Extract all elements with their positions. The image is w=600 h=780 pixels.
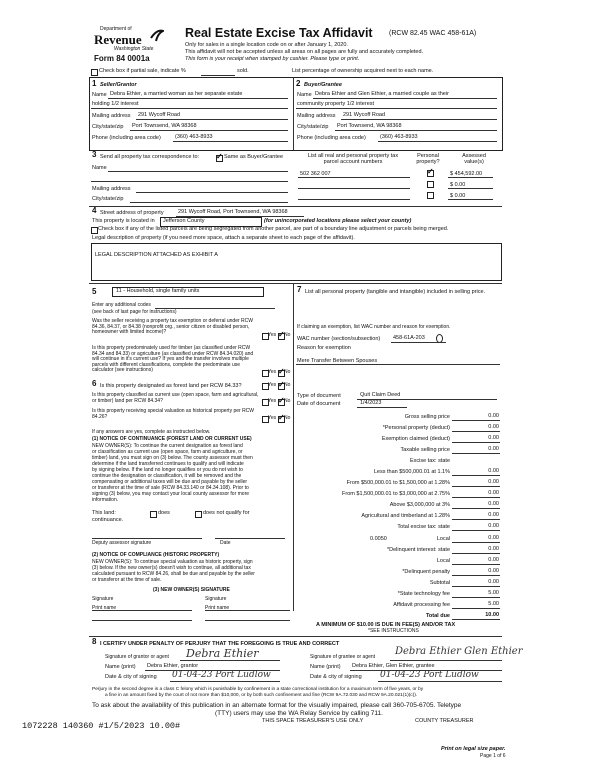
does-not-label: does not qualify for: [203, 510, 250, 516]
calc-line: [452, 508, 500, 509]
logo-swoosh-icon: [150, 29, 164, 43]
dept-line1: Department of: [100, 26, 132, 32]
calc-line: [452, 442, 500, 443]
grantee-signature[interactable]: Debra Ethier Glen Ethier: [395, 646, 523, 657]
notice1-line: or classification as current use (open space, farm and agriculture, or: [92, 449, 243, 455]
calc-label: Total excise tax: state: [397, 524, 450, 530]
segregated-checkbox[interactable]: [91, 227, 98, 234]
seller-mailing-line: [136, 119, 288, 120]
dept-line3: Washington State: [114, 46, 154, 52]
legal-description-field[interactable]: [91, 243, 502, 281]
section3-name-label: Name: [92, 165, 107, 171]
street-value[interactable]: 291 Wycoff Road, Port Townsend, WA 98368: [178, 209, 288, 215]
calc-value[interactable]: 0.00: [488, 579, 499, 585]
calc-label: Less than $500,000.01 at 1.1%: [373, 469, 450, 475]
land-use-value: 11 - Household, single family units: [116, 288, 200, 294]
parcel-line-3: [298, 199, 410, 200]
buyer-heading-num: 2: [296, 79, 301, 88]
historic-no-label: No: [284, 415, 291, 421]
legal-description-value: LEGAL DESCRIPTION ATTACHED AS EXHIBIT A: [95, 252, 218, 258]
calc-value[interactable]: 5.00: [488, 601, 499, 607]
signature-label-2: Signature: [205, 596, 227, 602]
seller-name-line2: [91, 108, 288, 109]
timber-no-label: No: [284, 369, 291, 375]
calc-label: Subtotal: [429, 580, 450, 586]
county-select-value: Jefferson County: [163, 218, 205, 224]
seller-phone-line: [173, 141, 288, 142]
header-note3: This form is your receipt when stamped by cashier. Please type or print.: [185, 56, 360, 62]
if-any-yes: If any answers are yes, complete as instructed below.: [92, 429, 211, 435]
same-as-buyer-checkbox[interactable]: [216, 155, 223, 162]
buyer-phone-label: Phone (including area code): [297, 135, 366, 141]
seller-mailing-label: Mailing address: [92, 113, 131, 119]
print-name-label-2: Print name: [205, 605, 230, 611]
parcel-number-1[interactable]: 502 362 007: [300, 171, 331, 177]
county-treasurer-label: COUNTY TREASURER: [415, 718, 474, 724]
additional-codes-label: Enter any additional codes: [92, 302, 151, 308]
grantee-sig-line: [390, 660, 502, 661]
notice2-title: (2) NOTICE OF COMPLIANCE (HISTORIC PROPERTY): [92, 552, 220, 558]
partial-percent-field[interactable]: [201, 75, 235, 76]
historic-yes-label: Yes: [268, 415, 277, 421]
buyer-mailing-value[interactable]: 291 Wycoff Road: [343, 112, 386, 118]
continuance-label: continuance.: [92, 517, 124, 523]
current-use-question: Is this property classified as current use (open space, farm and agricultural, or timber) land per RCW 84.34?: [92, 392, 259, 404]
notice1-title: (1) NOTICE OF CONTINUANCE (FOREST LAND OR CURRENT USE): [92, 436, 252, 442]
grantee-name-value[interactable]: Debra Ethier, Glen Ethier, grantee: [352, 663, 435, 669]
calc-value[interactable]: 0.00: [488, 424, 499, 430]
section4-top-rule: [89, 206, 502, 207]
calc-label: *Personal property (deduct): [382, 425, 450, 431]
unincorporated-note: (for unincorporated locations please select your county): [264, 218, 412, 224]
calc-label: *Delinquent interest: state: [387, 547, 450, 553]
doc-type-label: Type of document: [297, 393, 341, 399]
buyer-mailing-label: Mailing address: [297, 113, 336, 119]
section7-label: List all personal property (tangible and intangible) included in selling price.: [305, 289, 486, 295]
calc-value[interactable]: 0.00: [488, 557, 499, 563]
dor-logo: [92, 27, 172, 67]
calc-value[interactable]: 5.00: [488, 590, 499, 596]
section5-top-rule: [89, 283, 502, 284]
seller-city-line: [130, 130, 288, 131]
notice1-line: or transferor at the time of sale (RCW 84.33.140 or 84.34.108). Prior to: [92, 485, 249, 491]
calc-line: [452, 619, 500, 620]
same-as-buyer-label: Same as Buyer/Grantee: [224, 154, 284, 160]
reason-line: [296, 364, 500, 365]
buyer-name-label: Name: [297, 92, 312, 98]
seller-phone-label: Phone (including area code): [92, 135, 161, 141]
buyer-phone-value[interactable]: (360) 463-8933: [380, 134, 418, 140]
grantee-date-city[interactable]: 01-04-23 Port Ludlow: [380, 670, 479, 680]
calc-line: [452, 586, 500, 587]
this-land-label: This land:: [92, 510, 116, 516]
new-owner-print-1[interactable]: [92, 620, 192, 621]
grantor-sig-line: [180, 660, 280, 661]
reason-value[interactable]: Mere Transfer Between Spouses: [297, 358, 378, 364]
forest-no-label: No: [284, 382, 291, 388]
notice1-line: determine if the land transferred continues to qualify and will indicate: [92, 461, 244, 467]
parcel-col2-header: Personal property?: [416, 153, 440, 166]
local-rate[interactable]: 0.0050: [370, 536, 387, 542]
buyer-phone-line: [378, 141, 497, 142]
perjury-line2: a fine in an amount fixed by the court of not more than $10,000, or by both such confinement and fine (RCW 9A.72.030 and RCW 9A.20.021(1)(c)).: [105, 693, 418, 698]
section3-mailing-label: Mailing address: [92, 186, 131, 192]
personal-property-checkbox-3[interactable]: [427, 192, 434, 199]
exemption-no-label: No: [284, 332, 291, 338]
calc-line: [452, 431, 500, 432]
calc-value[interactable]: 0.00: [488, 568, 499, 574]
section3-city-field[interactable]: [130, 202, 288, 203]
notice1-line: by signing below. If the land no longer qualifies or you do not wish to: [92, 467, 243, 473]
buyer-name-value[interactable]: Debra Ethier and Glen Ethier, a married couple as their: [315, 91, 449, 97]
section3-mailing-field[interactable]: [136, 192, 288, 193]
wac-value[interactable]: 458-61A-203: [393, 335, 425, 341]
assessed-value-2[interactable]: $ 0.00: [450, 182, 466, 188]
tty-note: (TTY) users may use the WA Relay Service by calling 711.: [215, 710, 383, 717]
value-line-3: [448, 199, 493, 200]
calc-line: [452, 497, 500, 498]
seller-name-line: [108, 98, 288, 99]
exemption-yes-label: Yes: [268, 332, 277, 338]
buyer-name-line: [313, 98, 497, 99]
notice1-line: timber) land, you must sign on (3) below. The county assessor must then: [92, 455, 253, 461]
exemption-question: Was the seller receiving a property tax exemption or deferral under RCW 84.36, 84.37, or 84.38 (nonprofit org., senior citizen or disabled person, homeowner with limited income)?: [92, 318, 253, 335]
doc-type-value[interactable]: Quit Claim Deed: [360, 392, 401, 398]
seller-city-label: City/state/zip: [92, 124, 124, 130]
calc-line: [452, 608, 500, 609]
notice1-line: information.: [92, 497, 119, 503]
new-owner-signature-title: (3) NEW OWNER(S) SIGNATURE: [153, 587, 230, 593]
calc-label: Local: [436, 536, 450, 542]
header-note1: Only for sales in a single location code on or after January 1, 2020.: [185, 42, 348, 48]
calc-value[interactable]: 0.00: [488, 413, 499, 419]
section6-num: 6: [92, 379, 97, 388]
calc-line: [452, 530, 500, 531]
grantor-date-line: [170, 681, 280, 682]
calc-value[interactable]: 0.00: [488, 535, 499, 541]
buyer-city-value[interactable]: Port Townsend, WA 98368: [337, 123, 402, 129]
seller-buyer-divider: [293, 77, 294, 150]
section8-num: 8: [92, 637, 97, 646]
land-use-select[interactable]: [112, 287, 264, 297]
section4-num: 4: [92, 206, 97, 215]
segregated-label: Check box if any of the listed parcels are being segregated from another parcel, are part of a boundary line adjustment or parcels being merged.: [98, 226, 449, 232]
value-line-1: [448, 177, 493, 178]
grantee-sig-label: Signature of grantee or agent: [310, 654, 376, 660]
notice2-line: or transferor at the time of sale.: [92, 577, 162, 583]
wac-line: [391, 342, 446, 343]
availability-note: To ask about the availability of this publication in an alternate format for the visually impaired, please call 360-705-6705. Teletype: [92, 702, 462, 709]
calc-line: [452, 553, 500, 554]
deputy-date-label: Date: [220, 540, 231, 546]
deputy-signature-field[interactable]: [92, 538, 202, 539]
wac-label: WAC number (section/subsection): [297, 336, 381, 342]
legal-description-label: Legal description of property (if you need more space, attach a separate sheet to each page of the affidavit).: [92, 235, 355, 241]
grantee-name-label: Name (print): [310, 664, 341, 670]
calc-value[interactable]: 0.00: [488, 479, 499, 485]
buyer-name-value2[interactable]: community property 1/2 interest: [297, 101, 375, 107]
does-label: does: [158, 510, 170, 516]
section7-num: 7: [297, 285, 302, 294]
section3-name-field[interactable]: [108, 171, 288, 172]
current-use-yes-label: Yes: [268, 398, 277, 404]
calc-label: From $500,000.01 to $1,500,000 at 1.28%: [346, 480, 450, 486]
grantor-sig-label: Signature of grantor or agent: [105, 654, 169, 660]
calc-value[interactable]: 0.00: [488, 446, 499, 452]
seller-name-label: Name: [92, 92, 107, 98]
calc-value[interactable]: 0.00: [488, 501, 499, 507]
notice1-line: continue the designation or classification, it will be removed and the: [92, 473, 242, 479]
value-line-2: [448, 188, 493, 189]
calc-label: From $1,500,000.01 to $3,000,000 at 2.75%: [342, 491, 450, 497]
section8-top-rule: [89, 636, 502, 637]
grantor-date-label: Date & city of signing: [105, 674, 157, 680]
calc-line: [452, 453, 500, 454]
section3-label: Send all property tax correspondence to:: [100, 154, 200, 160]
calc-value[interactable]: 0.00: [488, 512, 499, 518]
timber-question: Is this property predominately used for timber (as classified under RCW 84.34 and 84.33) or agriculture (as classified under RCW 84.34.020) and will continue in it's current use? If yes and the transfer involves multiple parcels with different classifications, complete the predominate use calculator (see instructions): [92, 345, 254, 373]
buyer-name-line2: [296, 108, 497, 109]
assessed-value-1[interactable]: $ 454,592.00: [450, 171, 483, 177]
section3-city-label: City/state/zip: [92, 196, 124, 202]
seller-heading-num: 1: [92, 79, 97, 88]
does-qualify-checkbox[interactable]: [150, 511, 157, 518]
partial-sale-checkbox[interactable]: [91, 69, 98, 76]
calc-value[interactable]: 0.00: [488, 435, 499, 441]
notice2-line: (3) below. If the new owner(s) doesn't wish to continue, all additional tax: [92, 565, 251, 571]
notice1-line: NEW OWNER(S): To continue the current designation as forest land: [92, 443, 243, 449]
personal-property-checkbox-2[interactable]: [427, 181, 434, 188]
seller-name-value2[interactable]: holding 1/2 interest: [92, 101, 139, 107]
see-back-label: (see back of last page for instructions): [92, 309, 177, 315]
section3-blank-line: [91, 181, 288, 182]
perjury-line1: Perjury in the second degree is a class C felony which is punishable by confinement in a state correctional institution for a maximum term of five years, or by: [92, 687, 424, 692]
grantor-signature[interactable]: Debra Ethier: [186, 647, 259, 660]
deputy-signature-label: Deputy assessor signature: [92, 540, 152, 546]
assessed-value-3[interactable]: $ 0.00: [450, 193, 466, 199]
calc-label: *Delinquent penalty: [402, 569, 450, 575]
calc-line: [452, 597, 500, 598]
street-label: Street address of property: [100, 210, 164, 216]
header-note2: This affidavit will not be accepted unless all areas on all pages are fully and accurately completed.: [185, 49, 424, 55]
calc-label: Exemption claimed (deduct): [381, 436, 450, 442]
doc-date-line: [357, 407, 407, 408]
calc-label: Taxable selling price: [400, 447, 450, 453]
notice2-line: calculated pursuant to RCW 84.26, shall be due and payable by the seller: [92, 571, 255, 577]
located-label: This property is located in: [92, 218, 155, 224]
grantee-date-line: [378, 681, 502, 682]
parcel-line-1: [298, 177, 410, 178]
calc-line: [452, 519, 500, 520]
historic-question: Is this property receiving special valuation as historical property per RCW 84.26?: [92, 408, 255, 420]
calc-label: Total due: [425, 613, 450, 619]
calc-line: [452, 475, 500, 476]
parcel-line-2: [298, 188, 410, 189]
calc-label: *State technology fee: [397, 591, 450, 597]
notice1-line: signing (3) below, you may contact your local county assessor for more: [92, 491, 250, 497]
certify-statement: I CERTIFY UNDER PENALTY OF PERJURY THAT THE FOREGOING IS TRUE AND CORRECT: [100, 641, 340, 647]
section3-num: 3: [92, 150, 97, 159]
calc-label: Above $3,000,000 at 3%: [389, 502, 450, 508]
calc-label: Local: [436, 558, 450, 564]
forest-yes-label: Yes: [268, 382, 277, 388]
calc-value[interactable]: 10.00: [485, 612, 499, 618]
column-divider: [293, 283, 294, 611]
notice1-line: compensating or additional taxes will be due and payable by the seller: [92, 479, 248, 485]
forest-question: Is this property designated as forest land per RCW 84.33?: [100, 383, 242, 389]
seller-heading: Seller/Grantor: [100, 82, 137, 88]
calc-line: [452, 420, 500, 421]
buyer-heading: Buyer/Grantee: [304, 82, 342, 88]
notice2-line: NEW OWNER(S): To continue special valuation as historic property, sign: [92, 559, 253, 565]
calc-value[interactable]: 0.00: [488, 468, 499, 474]
does-not-qualify-checkbox[interactable]: [195, 511, 202, 518]
page-number: Page 1 of 6: [480, 753, 506, 759]
calc-line: [452, 542, 500, 543]
seller-name-value[interactable]: Debra Ethier, a married woman as her separate estate: [110, 91, 243, 97]
calc-label: Excise tax: state: [409, 458, 450, 464]
seller-phone-value[interactable]: (360) 463-8933: [175, 134, 213, 140]
parcel-col1-header: List all real and personal property tax parcel account numbers: [307, 153, 399, 166]
dept-line2: Revenue: [94, 32, 142, 47]
calc-line: [452, 575, 500, 576]
see-instructions-note: *SEE INSTRUCTIONS: [368, 628, 419, 634]
treasurer-use-only: THIS SPACE TREASURER'S USE ONLY: [262, 718, 364, 724]
partial-sold-label: sold.: [237, 68, 249, 74]
doc-date-label: Date of document: [297, 401, 341, 407]
deputy-date-field[interactable]: [215, 538, 285, 539]
buyer-city-label: City/state/zip: [297, 124, 329, 130]
grantor-name-label: Name (print): [105, 664, 136, 670]
legal-paper-note: Print on legal size paper.: [441, 746, 506, 752]
minimum-due-note: A MINIMUM OF $10.00 IS DUE IN FEE(S) AND/OR TAX: [316, 622, 456, 628]
grantor-date-city[interactable]: 01-04-23 Port Ludlow: [172, 670, 271, 680]
current-use-no-label: No: [284, 398, 291, 404]
calc-label: Gross selling price: [404, 414, 450, 420]
doc-date-value[interactable]: 1/4/2023: [360, 400, 382, 406]
grantee-date-label: Date & city of signing: [310, 674, 362, 680]
seller-mailing-value[interactable]: 291 Wycoff Road: [138, 112, 181, 118]
buyer-city-line: [335, 130, 497, 131]
calc-line: [452, 564, 500, 565]
grantor-name-value[interactable]: Debra Ethier, grantor: [147, 663, 199, 669]
personal-property-field[interactable]: [297, 303, 500, 321]
new-owner-print-2[interactable]: [205, 620, 290, 621]
exemption-claim-label: If claiming an exemption, list WAC number and reason for exemption.: [297, 324, 451, 330]
form-number: Form 84 0001a: [94, 54, 150, 63]
calc-line: [452, 486, 500, 487]
partial-sale-label: Check box if partial sale, indicate %: [99, 68, 186, 74]
section5-num: 5: [92, 287, 97, 296]
form-title: Real Estate Excise Tax Affidavit: [185, 26, 373, 40]
calc-label: Agricultural and timberland at 1.28%: [361, 513, 450, 519]
form-title-ref: (RCW 82.45 WAC 458-61A): [389, 30, 477, 37]
calc-value[interactable]: 0.00: [488, 490, 499, 496]
seller-city-value[interactable]: Port Townsend, WA 98368: [132, 123, 197, 129]
buyer-mailing-line: [341, 119, 497, 120]
parcel-col3-header: Assessed value(s): [462, 153, 486, 166]
timber-yes-label: Yes: [268, 369, 277, 375]
print-name-label-1: Print name: [92, 605, 117, 611]
signature-label-1: Signature: [92, 596, 114, 602]
reason-label: Reason for exemption: [297, 345, 351, 351]
personal-property-checkbox-1[interactable]: [427, 170, 434, 177]
treasurer-stamp: 1072228 140360 #1/5/2023 10.00#: [22, 721, 181, 731]
calc-label: Affidavit processing fee: [393, 602, 450, 608]
calc-value[interactable]: 0.00: [488, 546, 499, 552]
list-percentage-note: List percentage of ownership acquired next to each name.: [292, 68, 434, 74]
calc-value[interactable]: 0.00: [488, 523, 499, 529]
